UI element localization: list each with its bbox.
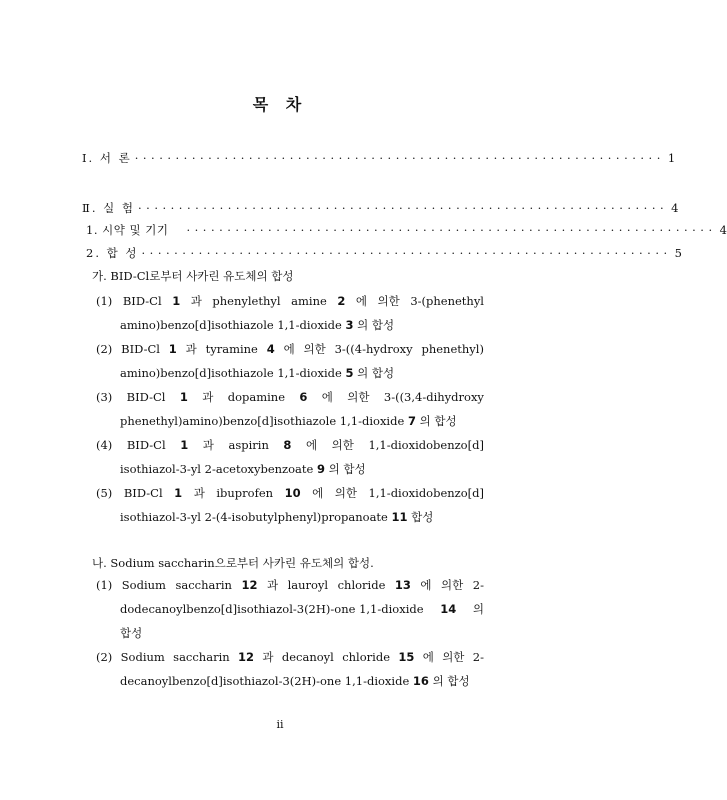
toc-item-ga-1-line2[interactable] [120,318,394,332]
toc-item-na-1-line1[interactable] [96,578,484,592]
item-text: 2- [472,650,484,664]
item-text: 과 [202,438,214,452]
item-text: phenethyl)amino)benzo[d]isothiazole 1,1-dioxide [120,414,405,428]
compound-number: 2 [337,294,346,308]
subsection-heading-na[interactable]: 나. Sodium saccharin으로부터 사카린 유도체의 합성. [92,556,374,570]
item-text: 의 합성 [325,462,366,476]
item-text: 의한 [347,390,370,404]
item-text: BID-Cl [126,438,166,452]
item-text: Sodium [121,578,166,592]
compound-number: 12 [241,578,258,592]
toc-item-ga-3-line2[interactable] [120,414,457,428]
compound-number: 9 [316,462,325,476]
item-text: saccharin [175,578,232,592]
item-text: amino)benzo[d]isothiazole 1,1-dioxide [120,366,342,380]
item-text: 에 [422,650,434,664]
item-number: (2) [96,650,113,664]
toc-label: 1. 시약 및 기기 [86,223,169,237]
item-text: 과 [190,294,202,308]
item-text: 의한 [442,650,465,664]
item-text: 에 [312,486,324,500]
item-text: 의한 [303,342,326,356]
toc-entry-synthesis[interactable] [86,246,682,260]
item-text: dopamine [227,390,286,404]
item-text: 과 [193,486,205,500]
compound-number: 13 [394,578,411,592]
compound-number: 1 [174,486,183,500]
item-text: decanoylbenzo[d]isothiazol-3(2H)-one 1,1-dioxide [120,674,410,688]
item-text: 의한 [377,294,400,308]
item-text: lauroyl [287,578,329,592]
page-title: 목 차 [252,95,308,114]
subsection-heading-ga[interactable]: 가. BID-Cl로부터 사카린 유도체의 합성 [92,269,294,283]
compound-number: 6 [299,390,308,404]
item-text: 에 [306,438,318,452]
item-text: BID-Cl [123,486,163,500]
compound-number: 5 [345,366,354,380]
item-text: 1,1-dioxidobenzo[d] [368,438,484,452]
compound-number: 15 [398,650,415,664]
toc-leader: ································································· [134,151,665,165]
item-text: 과 [202,390,214,404]
toc-item-ga-2-line1[interactable] [96,342,484,356]
toc-item-ga-4-line2[interactable] [120,462,366,476]
compound-number: 10 [284,486,301,500]
item-number: (4) [96,438,113,452]
item-text: chloride [337,578,386,592]
item-text: 의 합성 [428,674,470,688]
item-text: 1,1-dioxidobenzo[d] [368,486,484,500]
item-text: tyramine [205,342,258,356]
compound-number: 11 [391,510,408,524]
compound-number: 1 [179,390,188,404]
compound-number: 7 [407,414,416,428]
toc-item-ga-2-line2[interactable] [120,366,394,380]
item-text: isothiazol-3-yl 2-(4-isobutylphenyl)propanoate [120,510,388,524]
page-number: ii [276,718,284,731]
toc-entry-introduction[interactable] [82,151,676,165]
item-text: 합성 [407,510,434,524]
item-text: chloride [342,650,390,664]
compound-number: 3 [345,318,354,332]
compound-number: 4 [266,342,275,356]
toc-item-ga-1-line1[interactable] [96,294,484,308]
compound-number: 16 [412,674,429,688]
toc-label: 2. 합 성 [86,246,139,260]
item-text: phenylethyl [212,294,281,308]
toc-item-na-1-line2[interactable] [120,602,484,616]
toc-item-ga-5-line2[interactable] [120,510,433,524]
toc-item-na-1-line3[interactable]: 합성 [120,626,143,640]
toc-label: Ⅰ. 서 론 [82,151,132,165]
item-text: Sodium [120,650,165,664]
compound-number: 1 [168,342,177,356]
compound-number: 14 [440,602,457,616]
item-text: BID-Cl [126,390,166,404]
item-text: 3-((3,4-dihydroxy [383,390,484,404]
toc-page-number: 5 [674,246,682,260]
item-text: amine [291,294,327,308]
compound-number: 1 [172,294,181,308]
toc-leader: ································································· [186,223,717,237]
compound-number: 8 [283,438,292,452]
toc-leader: ································································· [138,201,669,215]
item-text: 의한 [331,438,354,452]
toc-leader: ································································· [141,246,672,260]
item-text: 3-(phenethyl [410,294,484,308]
toc-item-ga-4-line1[interactable] [96,438,484,452]
compound-number: 12 [238,650,255,664]
item-text: decanoyl [281,650,334,664]
item-text: 의 [472,602,484,616]
item-text: 의 합성 [415,414,457,428]
item-text: ibuprofen [216,486,274,500]
item-text: 과 [266,578,279,592]
toc-page-number: 1 [667,151,676,165]
item-text: amino)benzo[d]isothiazole 1,1-dioxide [120,318,342,332]
toc-label: Ⅱ. 실 험 [82,201,136,215]
toc-page-number: 4 [719,223,727,237]
item-text: 3-((4-hydroxy [334,342,413,356]
item-text: isothiazol-3-yl 2-acetoxybenzoate [120,462,314,476]
toc-item-na-2-line1[interactable] [96,650,484,664]
item-text: BID-Cl [121,342,160,356]
item-number: (5) [96,486,113,500]
item-text: 에 [355,294,367,308]
item-number: (1) [96,294,113,308]
item-text: 과 [262,650,274,664]
item-text: 에 [420,578,432,592]
item-text: phenethyl) [421,342,484,356]
toc-entry-experiment[interactable] [82,201,679,215]
item-text: saccharin [173,650,230,664]
item-text: 에 [321,390,333,404]
item-number: (1) [96,578,113,592]
toc-item-na-2-line2[interactable] [120,674,470,688]
item-text: 의한 [334,486,357,500]
toc-item-ga-3-line1[interactable] [96,390,484,404]
item-text: BID-Cl [122,294,162,308]
item-text: aspirin [228,438,269,452]
compound-number: 1 [180,438,189,452]
item-text: 에 [283,342,295,356]
item-text: 의한 [441,578,464,592]
item-text: 의 합성 [353,318,395,332]
toc-entry-reagents[interactable] [86,223,727,237]
item-text: dodecanoylbenzo[d]isothiazol-3(2H)-one 1,1-dioxide [120,602,424,616]
toc-item-ga-5-line1[interactable] [96,486,484,500]
item-text: 과 [185,342,197,356]
item-text: 2- [472,578,484,592]
item-number: (2) [96,342,113,356]
toc-page-number: 4 [671,201,679,215]
item-text: 의 합성 [353,366,395,380]
item-number: (3) [96,390,113,404]
